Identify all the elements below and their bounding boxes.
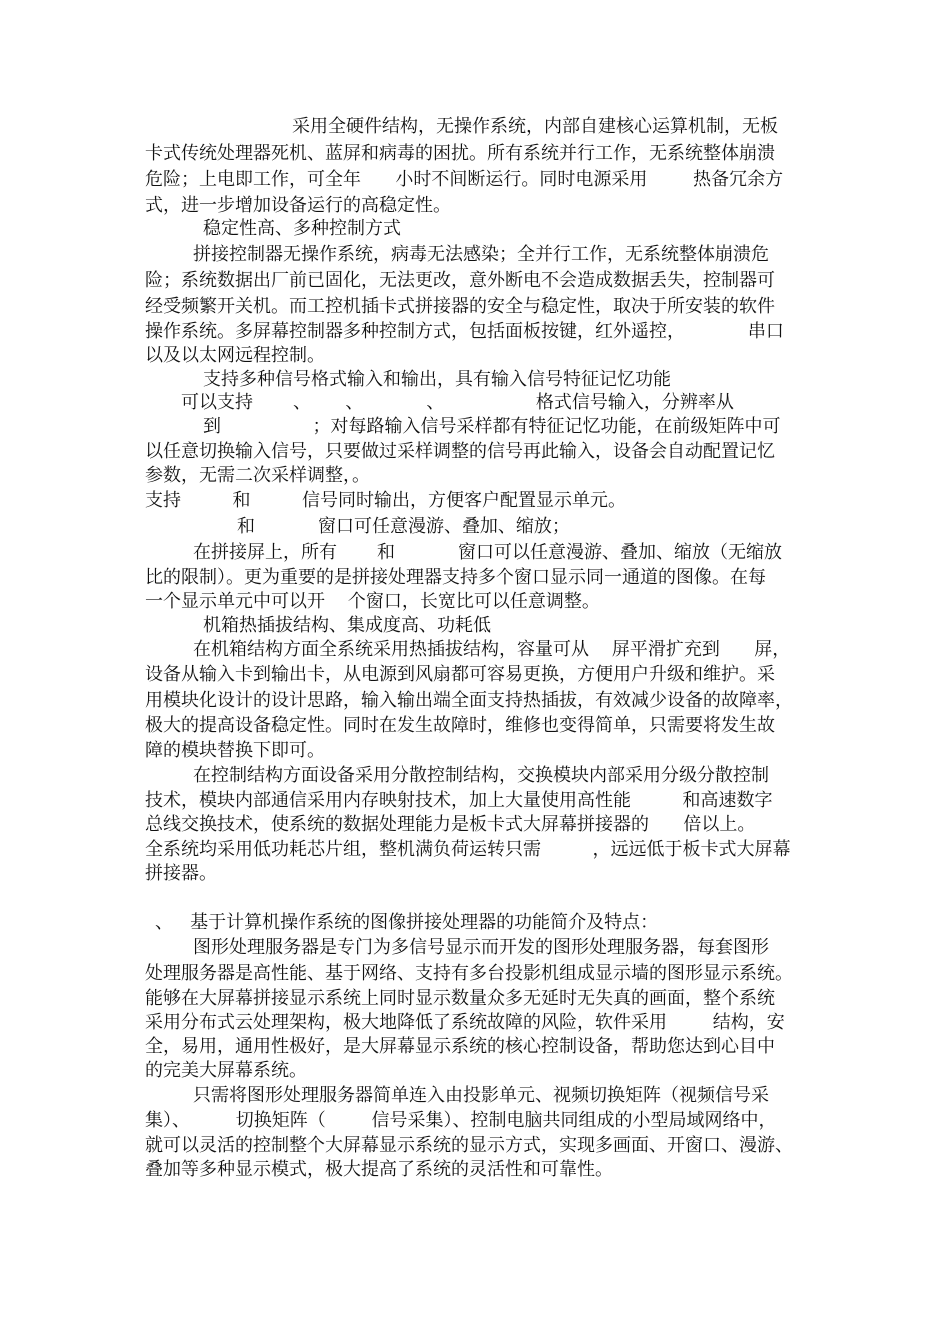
text-line: 只需将图形处理服务器简单连入由投影单元、视频切换矩阵（视频信号采: [193, 1085, 769, 1106]
text-line: 到 ；对每路输入信号采样都有特征记忆功能，在前级矩阵中可: [203, 416, 781, 437]
section-heading: 机箱热插拔结构、集成度高、功耗低: [203, 615, 491, 636]
text-line: 操作系统。多屏幕控制器多种控制方式，包括面板按键，红外遥控， 串口: [145, 321, 784, 342]
text-line: 支持 和 信号同时输出，方便客户配置显示单元。: [145, 490, 626, 511]
text-line: 可以支持 、 、 、 格式信号输入，分辨率从: [181, 392, 734, 413]
text-line: 处理服务器是高性能、基于网络、支持有多台投影机组成显示墙的图形显示系统。: [145, 963, 793, 984]
text-line: 采用全硬件结构，无操作系统，内部自建核心运算机制，无板: [292, 116, 778, 137]
section-heading: 和 窗口可任意漫游、叠加、缩放；: [237, 516, 570, 537]
text-line: 以及以太网远程控制。: [145, 345, 325, 366]
text-line: 一个显示单元中可以开 个窗口，长宽比可以任意调整。: [145, 591, 600, 612]
text-line: 全系统均采用低功耗芯片组，整机满负荷运转只需 ，远远低于板卡式大屏幕: [145, 839, 791, 860]
text-line: 在机箱结构方面全系统采用热插拔结构，容量可从 屏平滑扩充到 屏，: [193, 639, 791, 660]
text-line: 比的限制）。更为重要的是拼接处理器支持多个窗口显示同一通道的图像。在每: [145, 567, 766, 588]
text-line: 参数，无需二次采样调整，。: [145, 465, 370, 486]
text-line: 图形处理服务器是专门为多信号显示而开发的图形处理服务器，每套图形: [193, 937, 769, 958]
section-heading: 、 基于计算机操作系统的图像拼接处理器的功能简介及特点：: [155, 912, 659, 933]
text-line: 卡式传统处理器死机、蓝屏和病毒的困扰。所有系统并行工作，无系统整体崩溃: [145, 143, 775, 164]
text-line: 集）、 切换矩阵（ 信号采集）、控制电脑共同组成的小型局域网络中，: [145, 1110, 777, 1131]
text-line: 拼接控制器无操作系统，病毒无法感染；全并行工作，无系统整体崩溃危: [193, 244, 769, 265]
text-line: 在控制结构方面设备采用分散控制结构，交换模块内部采用分级分散控制: [193, 765, 769, 786]
text-line: 极大的提高设备稳定性。同时在发生故障时，维修也变得简单，只需要将发生故: [145, 715, 775, 736]
text-line: 用模块化设计的设计思路，输入输出端全面支持热插拔，有效减少设备的故障率，: [145, 690, 793, 711]
section-heading: 支持多种信号格式输入和输出，具有输入信号特征记忆功能: [203, 369, 671, 390]
text-line: 拼接器。: [145, 863, 217, 884]
text-line: 就可以灵活的控制整个大屏幕显示系统的显示方式，实现多画面、开窗口、漫游、: [145, 1135, 793, 1156]
section-heading: 稳定性高、多种控制方式: [203, 218, 401, 239]
text-line: 式，进一步增加设备运行的高稳定性。: [145, 195, 451, 216]
text-line: 设备从输入卡到输出卡，从电源到风扇都可容易更换，方便用户升级和维护。采: [145, 664, 775, 685]
text-line: 的完美大屏幕系统。: [145, 1060, 307, 1081]
text-line: 总线交换技术，使系统的数据处理能力是板卡式大屏幕拼接器的 倍以上。: [145, 814, 756, 835]
text-line: 采用分布式云处理架构，极大地降低了系统故障的风险，软件采用 结构，安: [145, 1012, 785, 1033]
text-line: 以任意切换输入信号，只要做过采样调整的信号再此输入，设备会自动配置记忆: [145, 441, 775, 462]
text-line: 在拼接屏上，所有 和 窗口可以任意漫游、叠加、缩放（无缩放: [193, 542, 782, 563]
text-line: 能够在大屏幕拼接显示系统上同时显示数量众多无延时无失真的画面，整个系统: [145, 988, 775, 1009]
text-line: 全，易用，通用性极好，是大屏幕显示系统的核心控制设备，帮助您达到心目中: [145, 1036, 775, 1057]
text-line: 经受频繁开关机。而工控机插卡式拼接器的安全与稳定性，取决于所安装的软件: [145, 296, 775, 317]
text-line: 叠加等多种显示模式，极大提高了系统的灵活性和可靠性。: [145, 1159, 613, 1180]
text-line: 险；系统数据出厂前已固化，无法更改，意外断电不会造成数据丢失，控制器可: [145, 270, 775, 291]
text-line: 技术，模块内部通信采用内存映射技术，加上大量使用高性能 和高速数字: [145, 790, 773, 811]
text-line: 危险；上电即工作，可全年 小时不间断运行。同时电源采用 热备冗余方: [145, 169, 784, 190]
text-line: 障的模块替换下即可。: [145, 740, 325, 761]
